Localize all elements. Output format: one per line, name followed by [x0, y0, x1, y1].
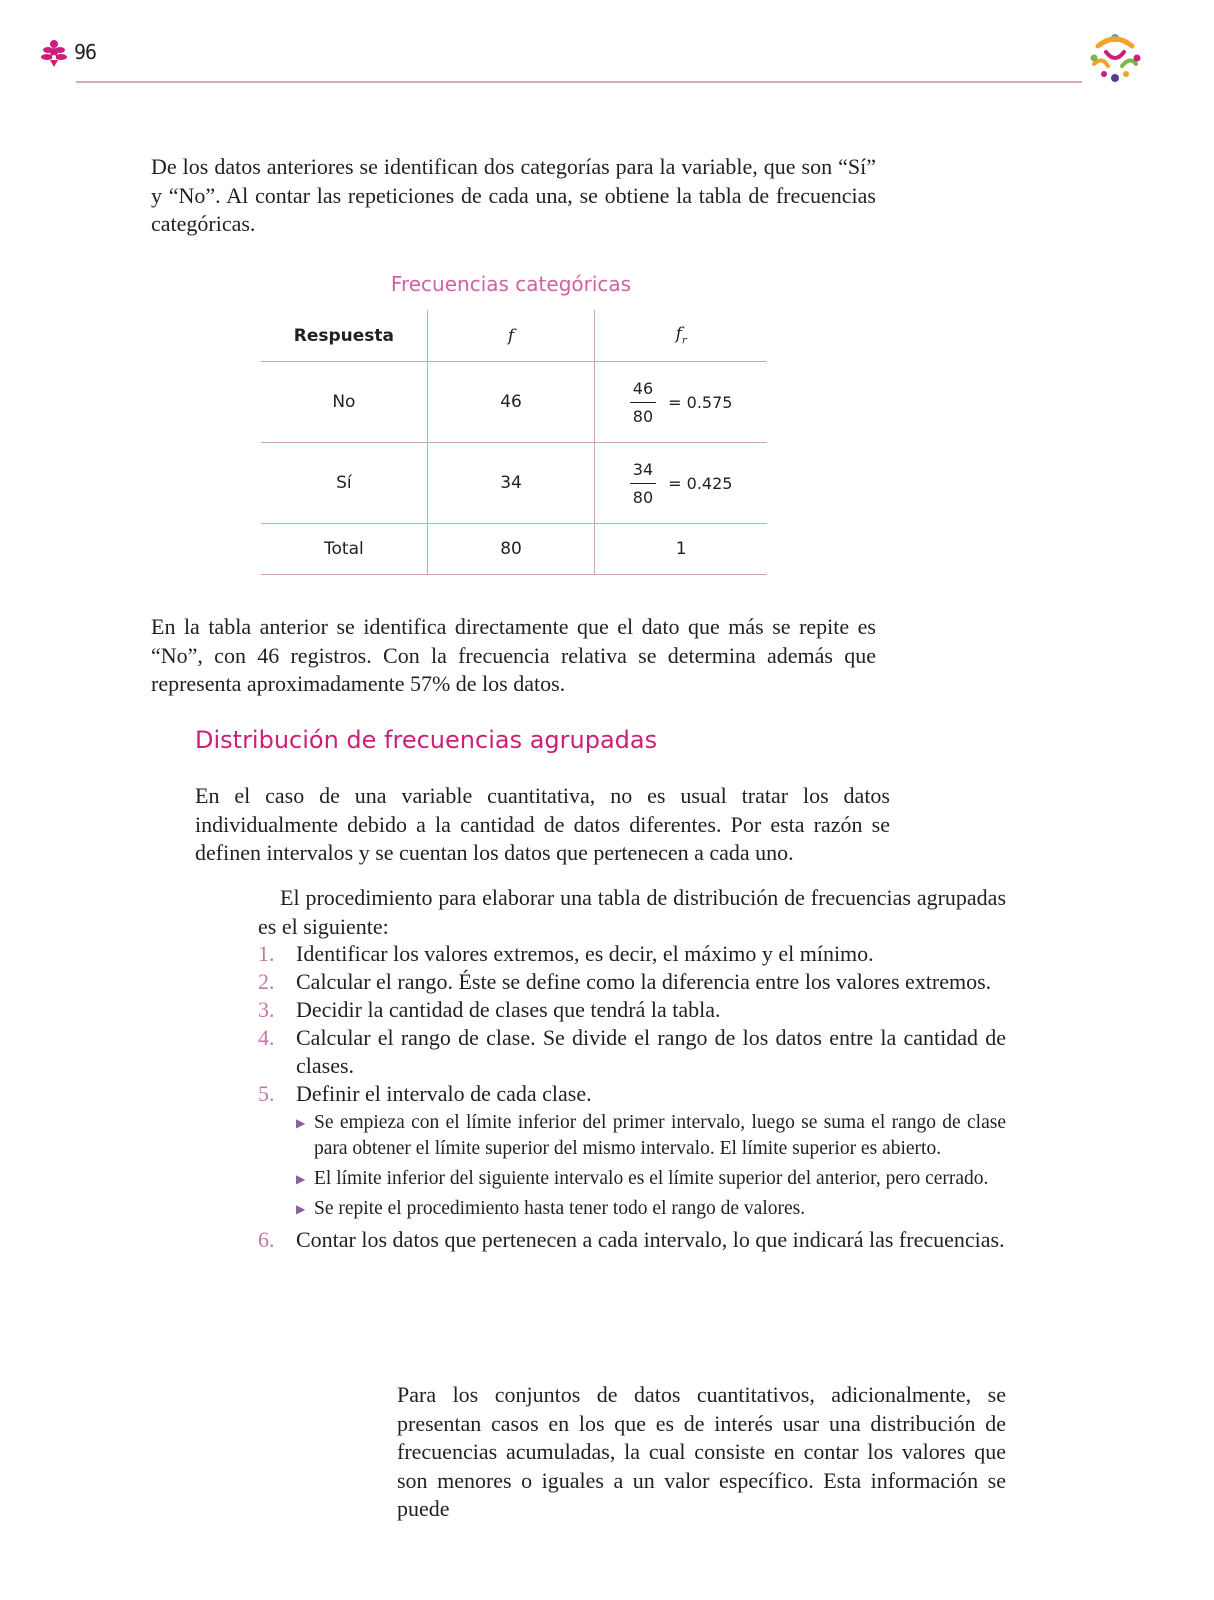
list-item [258, 968, 1006, 996]
fraction-numerator: 46 [630, 379, 656, 403]
fraction [630, 379, 656, 426]
cell-fr [595, 362, 767, 443]
table-header-row [261, 310, 767, 362]
substep-text: Se repite el procedimiento hasta tener todo el rango de valores. [314, 1198, 806, 1219]
step-text: Calcular el rango. Éste se define como la diferencia entre los valores extremos. [296, 969, 992, 994]
list-item [296, 1196, 1006, 1222]
step-text: Definir el intervalo de cada clase. [296, 1081, 592, 1106]
colorful-figure-logo-icon [1086, 30, 1144, 88]
list-item [296, 1166, 1006, 1192]
substep-text: El límite inferior del siguiente intervalo es el límite superior del anterior, pero cerrado. [314, 1168, 989, 1189]
fraction-numerator: 34 [630, 460, 656, 484]
step-text: Decidir la cantidad de clases que tendrá la tabla. [296, 997, 721, 1022]
header-fr-base: f [675, 324, 682, 345]
list-item [258, 940, 1006, 968]
intro-paragraph: De los datos anteriores se identifican dos categorías para la variable, que son “Sí” y “No”. Al contar las repeticiones de cada una, se obtiene la tabla de frecuencias categóricas. [151, 154, 876, 236]
step-number: 1. [258, 941, 275, 966]
header-respuesta: Respuesta [293, 325, 395, 346]
substeps-list [296, 1110, 1006, 1222]
cell-respuesta: Sí [261, 443, 427, 524]
page-number: 96 [74, 40, 97, 64]
fraction-result: = 0.575 [668, 392, 733, 412]
cell-fr [595, 443, 767, 524]
list-item [258, 1080, 1006, 1226]
step-text: Calcular el rango de clase. Se divide el rango de los datos entre la cantidad de clases. [296, 1025, 1006, 1078]
table-row [261, 443, 767, 524]
triangle-bullet-icon: ▶ [296, 1202, 306, 1216]
cell-total-f: 80 [427, 524, 595, 575]
cell-total-fr: 1 [595, 524, 767, 575]
step-number: 6. [258, 1227, 275, 1252]
header-f [427, 310, 595, 362]
frequency-table [261, 310, 767, 575]
cell-f: 46 [427, 362, 595, 443]
fraction [630, 460, 656, 507]
list-item [258, 996, 1006, 1024]
fraction-denominator: 80 [632, 406, 654, 426]
list-item [258, 1226, 1006, 1254]
header-fr [595, 310, 767, 362]
header-fr-symbol [675, 324, 687, 347]
triangle-bullet-icon: ▶ [296, 1172, 306, 1186]
table-total-row [261, 524, 767, 575]
table-row [261, 362, 767, 443]
table-title: Frecuencias categóricas [390, 272, 632, 296]
header-fr-subscript: r [681, 335, 687, 347]
substep-text: Se empieza con el límite inferior del primer intervalo, luego se suma el rango de clase para obtener el límite superior del mismo intervalo. El límite superior es abierto. [314, 1112, 1006, 1159]
section-paragraph: En el caso de una variable cuantitativa, no es usual tratar los datos individualmente debido a la cantidad de datos diferentes. Por esta razón se definen intervalos y se cuentan los datos que pertenecen a cada uno. [195, 783, 890, 865]
list-item [296, 1110, 1006, 1162]
step-number: 4. [258, 1025, 275, 1050]
list-item [258, 1024, 1006, 1080]
step-number: 2. [258, 969, 275, 994]
triangle-bullet-icon: ▶ [296, 1116, 306, 1130]
step-content [296, 1080, 1006, 1226]
cell-total-label: Total [261, 524, 427, 575]
header-divider [76, 81, 1082, 83]
header-f-symbol: f [507, 325, 515, 346]
section-heading: Distribución de frecuencias agrupadas [195, 726, 658, 754]
cell-respuesta: No [261, 362, 427, 443]
procedure-intro: El procedimiento para elaborar una tabla de distribución de frecuencias agrupadas es el siguiente: [258, 885, 1006, 939]
analysis-paragraph: En la tabla anterior se identifica directamente que el dato que más se repite es “No”, con 46 registros. Con la frecuencia relativa se determina además que representa aproximadamente 57% de los datos. [151, 614, 876, 696]
fraction-result: = 0.425 [668, 473, 733, 493]
step-text: Contar los datos que pertenecen a cada intervalo, lo que indicará las frecuencias. [296, 1227, 1005, 1252]
cell-f: 34 [427, 443, 595, 524]
closing-paragraph: Para los conjuntos de datos cuantitativos, adicionalmente, se presentan casos en los que es de interés usar una distribución de frecuencias acumuladas, la cual consiste en contar los valores que son menores o iguales a un valor específico. Esta información se puede [397, 1382, 1006, 1521]
step-number: 3. [258, 997, 275, 1022]
step-text: Identificar los valores extremos, es decir, el máximo y el mínimo. [296, 941, 874, 966]
fraction-denominator: 80 [632, 487, 654, 507]
procedure-steps-list [258, 940, 1006, 1254]
step-number: 5. [258, 1081, 275, 1106]
flower-ornament-icon [40, 38, 68, 68]
